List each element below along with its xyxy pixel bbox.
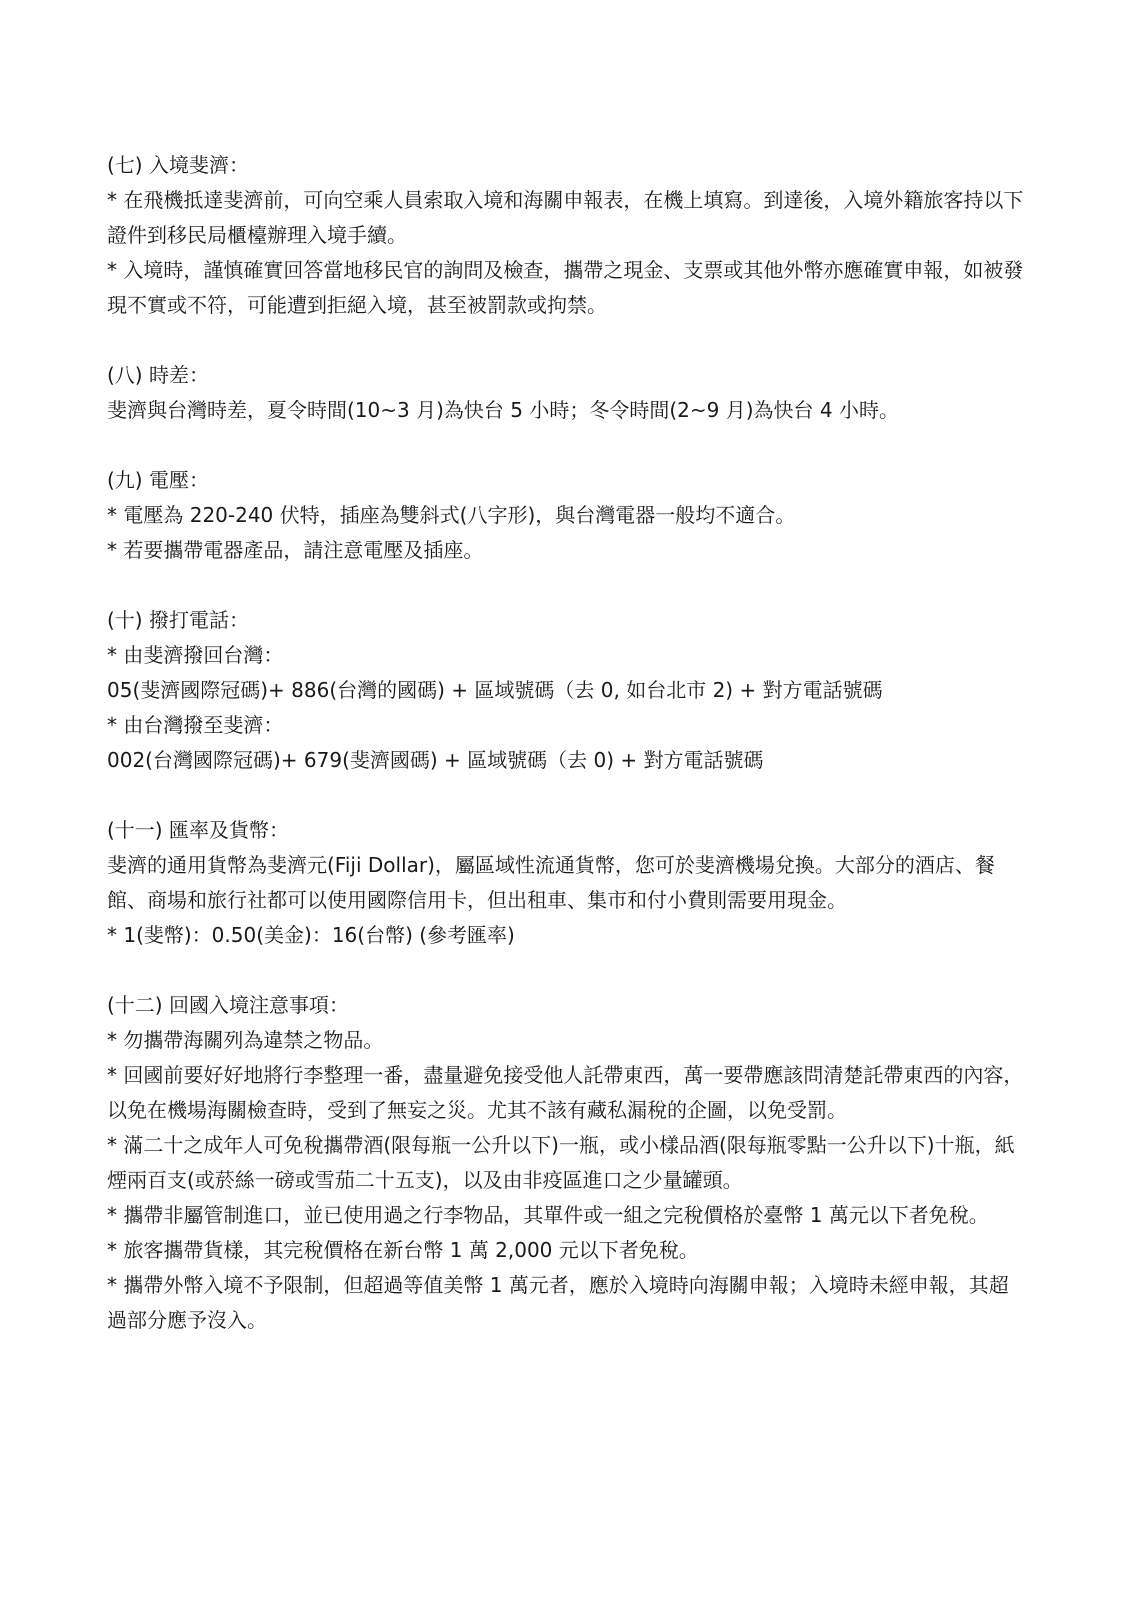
section-heading: (十) 撥打電話： xyxy=(107,608,249,632)
paragraph: * 入境時，謹慎確實回答當地移民官的詢問及檢查，攜帶之現金、支票或其他外幣亦應確實申報，如被發現不實或不符，可能遭到拒絕入境，甚至被罰款或拘禁。 xyxy=(107,258,1024,317)
section-phone-calls xyxy=(107,603,1027,778)
paragraph: * 由斐濟撥回台灣： xyxy=(107,643,284,667)
paragraph: * 在飛機抵達斐濟前，可向空乘人員索取入境和海關申報表，在機上填寫。到達後，入境外籍旅客持以下證件到移民局櫃檯辦理入境手續。 xyxy=(107,188,1024,247)
paragraph: * 回國前要好好地將行李整理一番，盡量避免接受他人託帶東西，萬一要帶應該問清楚託帶東西的內容，以免在機場海關檢查時，受到了無妄之災。尤其不該有藏私漏稅的企圖，以免受罰。 xyxy=(107,1063,1024,1122)
paragraph: 002(台灣國際冠碼)+ 679(斐濟國碼) + 區域號碼（去 0) + 對方電話號碼 xyxy=(107,748,764,772)
paragraph: 斐濟的通用貨幣為斐濟元(Fiji Dollar)，屬區域性流通貨幣，您可於斐濟機場兌換。大部分的酒店、餐館、商場和旅行社都可以使用國際信用卡，但出租車、集市和付小費則需要用現金。 xyxy=(107,853,995,912)
section-time-difference xyxy=(107,358,1027,428)
paragraph: * 1(斐幣)：0.50(美金)：16(台幣) (參考匯率) xyxy=(107,923,515,947)
paragraph: * 勿攜帶海關列為違禁之物品。 xyxy=(107,1028,384,1052)
section-heading: (十一) 匯率及貨幣： xyxy=(107,818,289,842)
paragraph: 05(斐濟國際冠碼)+ 886(台灣的國碼) + 區域號碼（去 0, 如台北市 2) + 對方電話號碼 xyxy=(107,678,883,702)
section-currency xyxy=(107,813,1027,953)
paragraph: 斐濟與台灣時差，夏令時間(10~3 月)為快台 5 小時；冬令時間(2~9 月)為快台 4 小時。 xyxy=(107,398,899,422)
section-heading: (十二) 回國入境注意事項： xyxy=(107,993,349,1017)
paragraph: * 攜帶非屬管制進口，並已使用過之行李物品，其單件或一組之完稅價格於臺幣 1 萬元以下者免稅。 xyxy=(107,1203,989,1227)
paragraph: * 由台灣撥至斐濟： xyxy=(107,713,284,737)
section-heading: (七) 入境斐濟： xyxy=(107,153,249,177)
section-heading: (九) 電壓： xyxy=(107,468,209,492)
paragraph: * 滿二十之成年人可免稅攜帶酒(限每瓶一公升以下)一瓶，或小樣品酒(限每瓶零點一公升以下)十瓶，紙煙兩百支(或菸絲一磅或雪茄二十五支)，以及由非疫區進口之少量罐頭。 xyxy=(107,1133,1015,1192)
section-return-customs xyxy=(107,988,1027,1338)
paragraph: * 攜帶外幣入境不予限制，但超過等值美幣 1 萬元者，應於入境時向海關申報；入境時未經申報，其超過部分應予沒入。 xyxy=(107,1273,1009,1332)
document-body xyxy=(107,148,1027,1373)
section-immigration xyxy=(107,148,1027,323)
paragraph: * 若要攜帶電器產品，請注意電壓及插座。 xyxy=(107,538,484,562)
section-heading: (八) 時差： xyxy=(107,363,209,387)
paragraph: * 旅客攜帶貨樣，其完稅價格在新台幣 1 萬 2,000 元以下者免稅。 xyxy=(107,1238,699,1262)
paragraph: * 電壓為 220-240 伏特，插座為雙斜式(八字形)，與台灣電器一般均不適合。 xyxy=(107,503,796,527)
section-voltage xyxy=(107,463,1027,568)
